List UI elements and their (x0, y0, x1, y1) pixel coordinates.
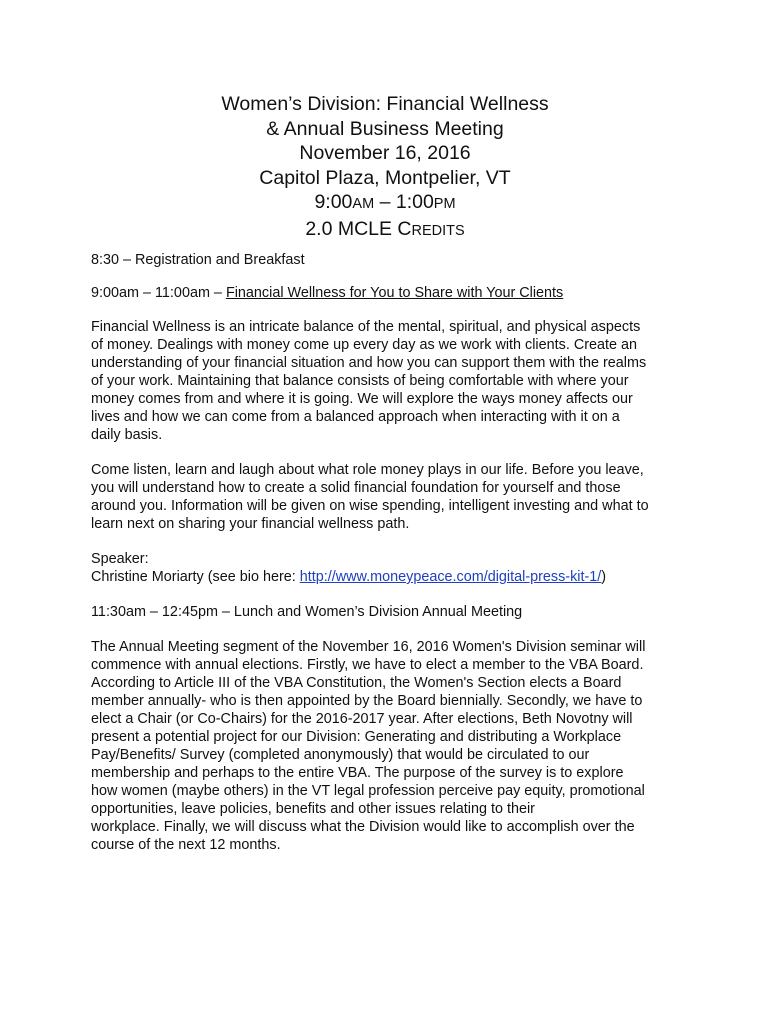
registration-line: 8:30 – Registration and Breakfast (91, 252, 305, 268)
speaker-line (91, 568, 691, 586)
paragraph-line: opportunities, leave policies, benefits and other issues relating to their (91, 801, 535, 817)
paragraph-line: of your work. Maintaining that balance consists of being comfortable with where your (91, 373, 629, 389)
schedule-body (91, 251, 691, 854)
event-time (0, 190, 770, 217)
session1-line (91, 284, 691, 302)
speaker-bio-link[interactable]: http://www.moneypeace.com/digital-press-kit-1/ (299, 569, 602, 585)
speaker-block (91, 550, 691, 586)
paragraph-line: present a potential project for our Division: Generating and distributing a Workplace (91, 729, 622, 745)
annual-meeting-description (91, 638, 691, 854)
session1-title: Financial Wellness for You to Share with Your Clients (225, 285, 564, 301)
paragraph-line: commence with annual elections. Firstly, we have to elect a member to the VBA Board. (91, 657, 644, 673)
credits-main: 2.0 MCLE C (305, 217, 412, 240)
time-end: 1:00 (395, 191, 434, 213)
paragraph-line: elect a Chair (or Co-Chairs) for the 2016-2017 year. After elections, Beth Novotny will (91, 711, 633, 727)
paragraph-line: course of the next 12 months. (91, 837, 281, 853)
speaker-name: Christine Moriarty (see bio here: (91, 569, 300, 585)
event-credits (0, 217, 770, 244)
session1-description (91, 318, 691, 444)
paragraph-line: workplace. Finally, we will discuss what the Division would like to accomplish over the (91, 819, 635, 835)
paragraph-line: member annually- who is then appointed by the Board biennially. Secondly, we have to (91, 693, 643, 709)
paragraph-line: daily basis. (91, 427, 163, 443)
paragraph-line: Financial Wellness is an intricate balance of the mental, spiritual, and physical aspects (91, 319, 641, 335)
paragraph-line: how women (maybe others) in the VT legal profession perceive pay equity, promotional (91, 783, 645, 799)
paragraph-line: Come listen, learn and laugh about what role money plays in our life. Before you leave, (91, 462, 644, 478)
paragraph-line: understanding of your financial situation and how you can support them with the realms (91, 355, 647, 371)
paragraph-line: money comes from and where it is going. We will explore the ways money affects our (91, 391, 633, 407)
event-location: Capitol Plaza, Montpelier, VT (259, 166, 511, 189)
credits-rest: REDITS (411, 222, 465, 239)
session1-time: 9:00am – 11:00am – (91, 285, 226, 301)
paragraph-line: around you. Information will be given on wise spending, intelligent investing and what to (91, 498, 649, 514)
time-dash: – (374, 191, 396, 213)
paragraph-line: learn next on sharing your financial wellness path. (91, 516, 410, 532)
speaker-close-paren: ) (601, 569, 607, 585)
time-start: 9:00 (314, 191, 353, 213)
paragraph-line: Pay/Benefits/ Survey (completed anonymously) that would be circulated to our (91, 747, 590, 763)
time-end-pm: PM (433, 196, 456, 212)
event-subtitle: & Annual Business Meeting (266, 117, 504, 140)
paragraph-line: lives and how we can come from a balanced approach when interacting with it on a (91, 409, 620, 425)
time-start-am: AM (352, 196, 375, 212)
lunch-line: 11:30am – 12:45pm – Lunch and Women’s Division Annual Meeting (91, 604, 523, 620)
speaker-label: Speaker: (91, 551, 149, 567)
session1-invitation (91, 461, 691, 533)
paragraph-line: According to Article III of the VBA Constitution, the Women's Section elects a Board (91, 675, 622, 691)
paragraph-line: you will understand how to create a solid financial foundation for yourself and those (91, 480, 621, 496)
paragraph-line: The Annual Meeting segment of the November 16, 2016 Women's Division seminar will (91, 639, 646, 655)
paragraph-line: membership and perhaps to the entire VBA. The purpose of the survey is to explore (91, 765, 624, 781)
event-header (0, 92, 770, 243)
event-title: Women’s Division: Financial Wellness (221, 93, 549, 115)
paragraph-line: of money. Dealings with money come up every day as we work with clients. Create an (91, 337, 638, 353)
event-date: November 16, 2016 (299, 142, 471, 164)
